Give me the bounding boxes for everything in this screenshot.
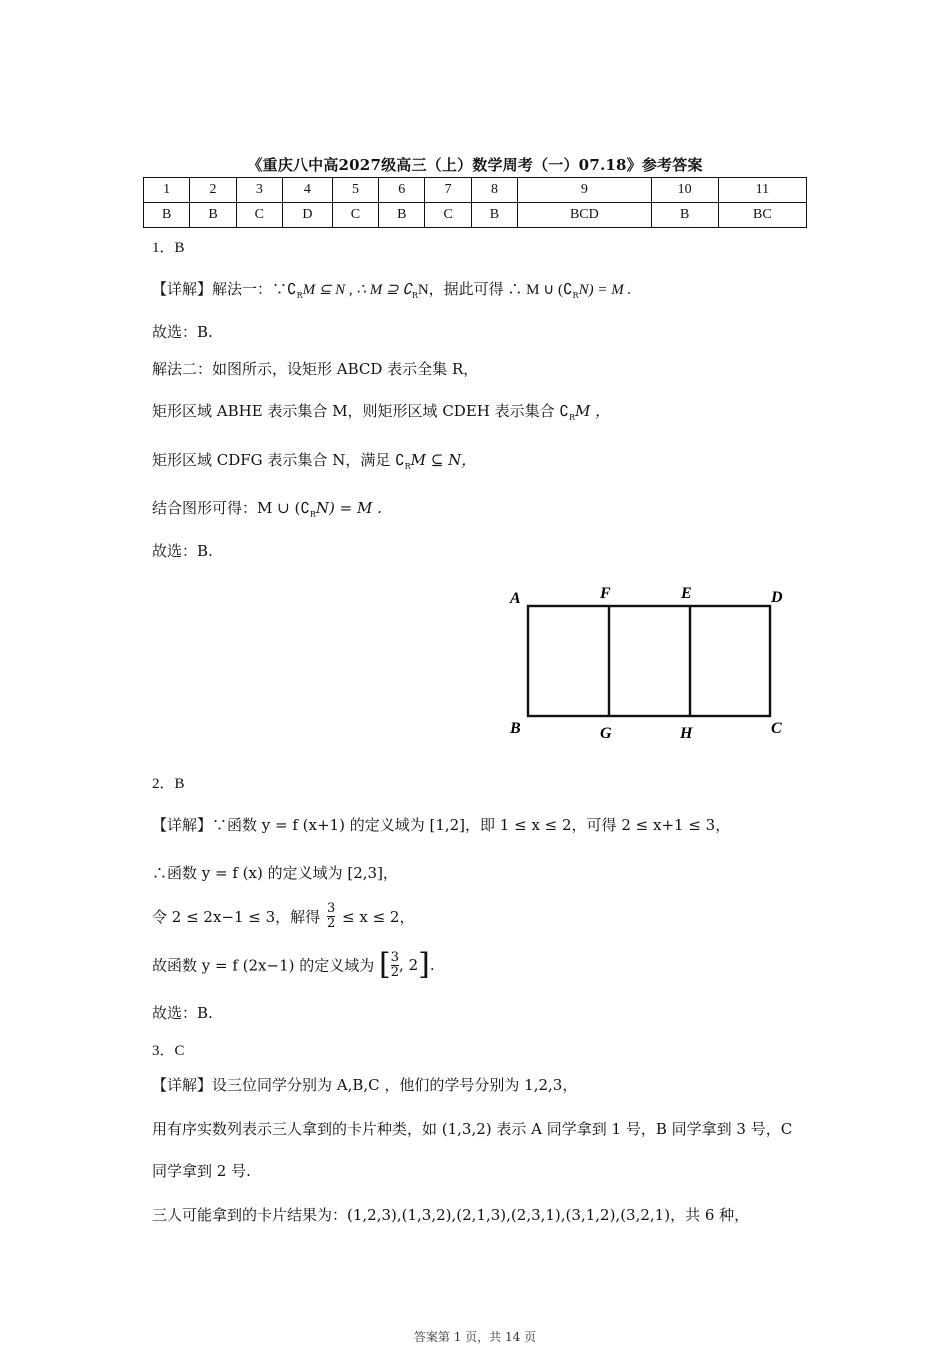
q1-method2-line: 解法二：如图所示，设矩形 ABCD 表示全集 R， [152, 360, 479, 378]
q3-line-2: 用有序实数列表示三人拿到的卡片种类，如 (1,3,2) 表示 A 同学拿到 1 号，B 同学拿到 3 号，C [152, 1120, 793, 1138]
subscript: R [296, 291, 303, 300]
q2-text: ≤ x ≤ 2， [342, 908, 415, 926]
table-cell: B [651, 203, 718, 228]
q1-choose-2: 故选：B. [152, 542, 213, 560]
table-cell: C [425, 203, 471, 228]
label-g: G [600, 725, 612, 742]
label-h: H [680, 725, 693, 742]
q1-choose-1: 故选：B. [152, 323, 213, 341]
table-cell: BC [718, 203, 806, 228]
q1-text: M ， [574, 402, 611, 420]
table-cell: B [471, 203, 517, 228]
fraction [391, 951, 399, 980]
table-cell: B [144, 203, 190, 228]
page-footer: 答案第 1 页，共 14 页 [413, 1330, 537, 1344]
subscript: R [309, 510, 316, 519]
question-1-heading: 1．B [152, 240, 185, 256]
q3-line-3: 同学拿到 2 号. [152, 1162, 251, 1180]
q2-line-2: ∴函数 y = f (x) 的定义域为 [2,3]， [152, 864, 398, 882]
fraction-numerator: 3 [390, 949, 400, 965]
q1-text: N) = M . [315, 499, 382, 517]
fraction [327, 902, 335, 931]
q2-line-4 [152, 947, 435, 990]
outer-rectangle [528, 606, 770, 716]
q1-region-m-line [152, 400, 610, 422]
q1-text: 结合图形可得：M ∪ (∁ [152, 499, 310, 517]
label-a: A [510, 590, 521, 607]
q1-method1-line [152, 278, 631, 300]
subscript: R [411, 291, 418, 300]
q2-line-3 [152, 902, 414, 942]
table-cell: B [190, 203, 236, 228]
fraction-denominator: 2 [390, 964, 400, 980]
table-cell: C [236, 203, 282, 228]
table-cell: 8 [471, 178, 517, 203]
table-cell: 9 [518, 178, 651, 203]
table-cell: 4 [282, 178, 332, 203]
label-c: C [771, 720, 782, 737]
fraction-numerator: 3 [326, 901, 336, 916]
table-cell: 6 [379, 178, 425, 203]
q1-text: M ⊆ N , ∴ M ⊇ ∁ [302, 282, 412, 298]
label-e: E [681, 585, 692, 602]
answer-table-answer-row [144, 203, 807, 228]
bracket-close: ] [418, 947, 430, 982]
q2-text: 故函数 y = f (2x−1) 的定义域为 [152, 956, 375, 975]
q3-line-1: 【详解】设三位同学分别为 A,B,C ，他们的学号分别为 1,2,3， [152, 1076, 578, 1094]
table-cell: 7 [425, 178, 471, 203]
label-f: F [600, 585, 611, 602]
table-cell: B [379, 203, 425, 228]
q1-region-n-line [152, 449, 476, 471]
answer-table [143, 177, 807, 228]
q2-line-1: 【详解】∵函数 y = f (x+1) 的定义域为 [1,2]，即 1 ≤ x ≤ 2，可得 2 ≤ x+1 ≤ 3， [152, 816, 731, 834]
subscript: R [404, 462, 411, 471]
label-b: B [510, 720, 521, 737]
table-cell: BCD [518, 203, 651, 228]
rectangle-figure [500, 578, 800, 748]
bracket-open: [ [379, 947, 391, 982]
table-cell: C [332, 203, 378, 228]
q3-line-4: 三人可能拿到的卡片结果为：(1,2,3),(1,3,2),(2,1,3),(2,3,1),(3,1,2),(3,2,1)，共 6 种， [152, 1206, 750, 1224]
q2-text: , 2 [399, 956, 419, 974]
table-cell: 5 [332, 178, 378, 203]
q1-text: N) = M . [578, 282, 632, 298]
label-d: D [771, 589, 783, 606]
q1-text: 矩形区域 CDFG 表示集合 N，满足 ∁ [152, 451, 405, 469]
table-cell: 1 [144, 178, 190, 203]
table-cell: 10 [651, 178, 718, 203]
table-cell: 3 [236, 178, 282, 203]
q1-conclusion-line [152, 497, 382, 519]
q2-choose: 故选：B. [152, 1004, 213, 1022]
subscript: R [572, 291, 579, 300]
q1-text: M ⊆ N， [410, 451, 477, 469]
q1-text: 矩形区域 ABHE 表示集合 M，则矩形区域 CDEH 表示集合 ∁ [152, 402, 569, 420]
table-cell: 2 [190, 178, 236, 203]
question-2-heading: 2．B [152, 776, 185, 792]
q1-text: 解法一：∵∁ [212, 282, 297, 298]
table-cell: D [282, 203, 332, 228]
q1-text: N，据此可得 ∴ M ∪ (∁ [417, 282, 573, 298]
table-cell: 11 [718, 178, 806, 203]
answer-table-number-row [144, 178, 807, 203]
subscript: R [568, 413, 575, 422]
q2-text: 令 2 ≤ 2x−1 ≤ 3，解得 [152, 908, 321, 926]
detail-tag: 【详解】 [152, 280, 213, 298]
q2-text: . [429, 956, 435, 974]
fraction-denominator: 2 [326, 916, 336, 931]
page-title: 《重庆八中高2027级高三（上）数学周考（一）07.18》参考答案 [247, 156, 703, 174]
question-3-heading: 3．C [152, 1043, 185, 1059]
